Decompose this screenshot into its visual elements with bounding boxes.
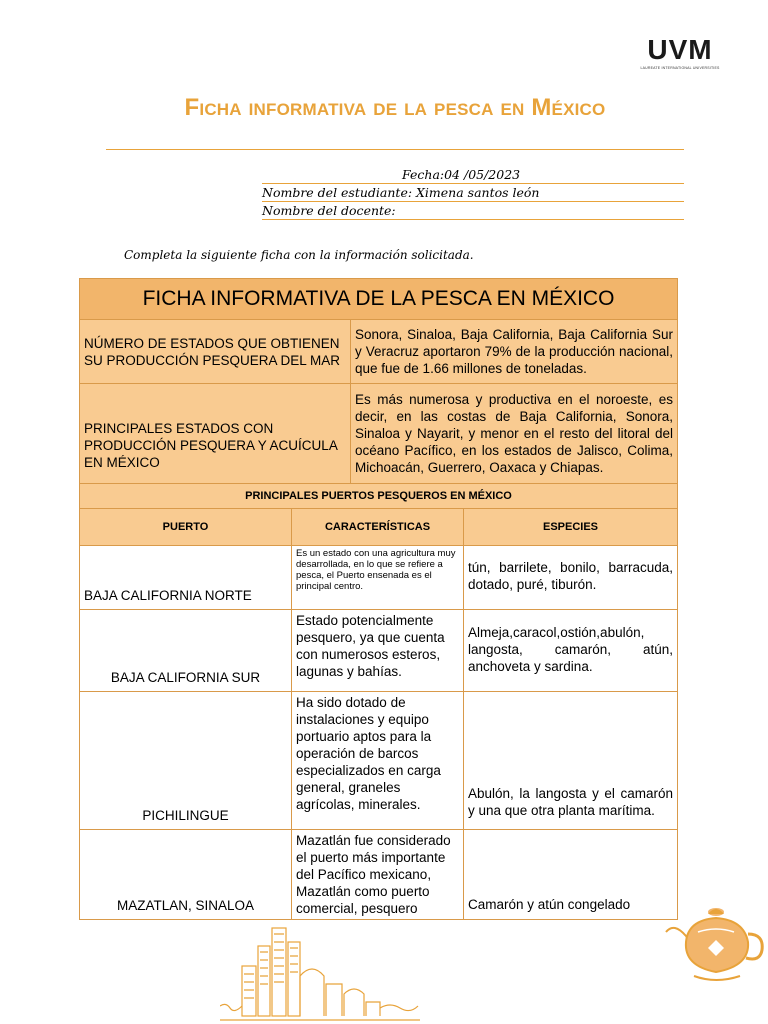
student-label: Nombre del estudiante: bbox=[262, 185, 413, 200]
port-name: BAJA CALIFORNIA SUR bbox=[80, 610, 292, 692]
row-answer-states: Sonora, Sinaloa, Baja California, Baja California Sur y Veracruz aportaron 79% de la producción nacional, que fue de 1.66 millones de toneladas. bbox=[351, 320, 678, 384]
port-characteristics: Es un estado con una agricultura muy desarrollada, en lo que se refiere a pesca, el Puerto ensenada es el principal centro. bbox=[292, 546, 464, 610]
column-header-port: PUERTO bbox=[80, 509, 292, 546]
table-heading: FICHA INFORMATIVA DE LA PESCA EN MÉXICO bbox=[80, 279, 678, 320]
port-species: tún, barrilete, bonilo, barracuda, dotado, puré, tiburón. bbox=[464, 546, 678, 610]
uvm-logo bbox=[640, 36, 720, 70]
date-field: Fecha:04 /05/2023 bbox=[262, 166, 684, 184]
row-label-states: NÚMERO DE ESTADOS QUE OBTIENEN SU PRODUCCIÓN PESQUERA DEL MAR bbox=[80, 320, 351, 384]
port-name: PICHILINGUE bbox=[80, 692, 292, 830]
row-label-main-states: PRINCIPALES ESTADOS CON PRODUCCIÓN PESQUERA Y ACUÍCULA EN MÉXICO bbox=[80, 384, 351, 484]
logo-tagline: LAUREATE INTERNATIONAL UNIVERSITIES bbox=[640, 66, 720, 70]
port-species: Almeja,caracol,ostión,abulón, langosta, camarón, atún, anchoveta y sardina. bbox=[464, 610, 678, 692]
ports-heading: PRINCIPALES PUERTOS PESQUEROS EN MÉXICO bbox=[80, 484, 678, 509]
teapot-illustration bbox=[664, 892, 768, 992]
port-characteristics: Mazatlán fue considerado el puerto más importante del Pacífico mexicano, Mazatlán como puerto comercial, pesquero bbox=[292, 830, 464, 920]
table-row bbox=[80, 692, 678, 830]
meta-block bbox=[262, 166, 684, 220]
port-characteristics: Estado potencialmente pesquero, ya que cuenta con numerosos esteros, lagunas y bahías. bbox=[292, 610, 464, 692]
column-header-species: ESPECIES bbox=[464, 509, 678, 546]
table-row bbox=[80, 830, 678, 920]
table-row bbox=[80, 610, 678, 692]
student-field bbox=[262, 184, 684, 202]
logo-brand: UVM bbox=[647, 34, 713, 65]
column-header-characteristics: CARACTERÍSTICAS bbox=[292, 509, 464, 546]
port-species: Abulón, la langosta y el camarón y una que otra planta marítima. bbox=[464, 692, 678, 830]
port-species: Camarón y atún congelado bbox=[464, 830, 678, 920]
teacher-field bbox=[262, 202, 684, 220]
port-characteristics: Ha sido dotado de instalaciones y equipo portuario aptos para la operación de barcos especializados en carga general, graneles agrícolas, minerales. bbox=[292, 692, 464, 830]
document-title: Ficha informativa de la pesca en México bbox=[184, 94, 606, 121]
port-name: BAJA CALIFORNIA NORTE bbox=[80, 546, 292, 610]
row-answer-main-states: Es más numerosa y productiva en el noroeste, es decir, en las costas de Baja California, Sonora, Sinaloa y Nayarit, y menor en el resto del litoral del océano Pacífico, en los estados de Jalisco, Colima, Michoacán, Guerrero, Oaxaca y Chiapas. bbox=[351, 384, 678, 484]
fishing-info-table bbox=[79, 278, 678, 920]
table-row bbox=[80, 546, 678, 610]
city-skyline-illustration bbox=[220, 922, 420, 1024]
student-value: Ximena santos león bbox=[412, 185, 540, 200]
instruction-text: Completa la siguiente ficha con la información solicitada. bbox=[124, 248, 474, 262]
title-rule bbox=[106, 149, 684, 150]
port-name: MAZATLAN, SINALOA bbox=[80, 830, 292, 920]
teacher-label: Nombre del docente: bbox=[262, 203, 396, 218]
